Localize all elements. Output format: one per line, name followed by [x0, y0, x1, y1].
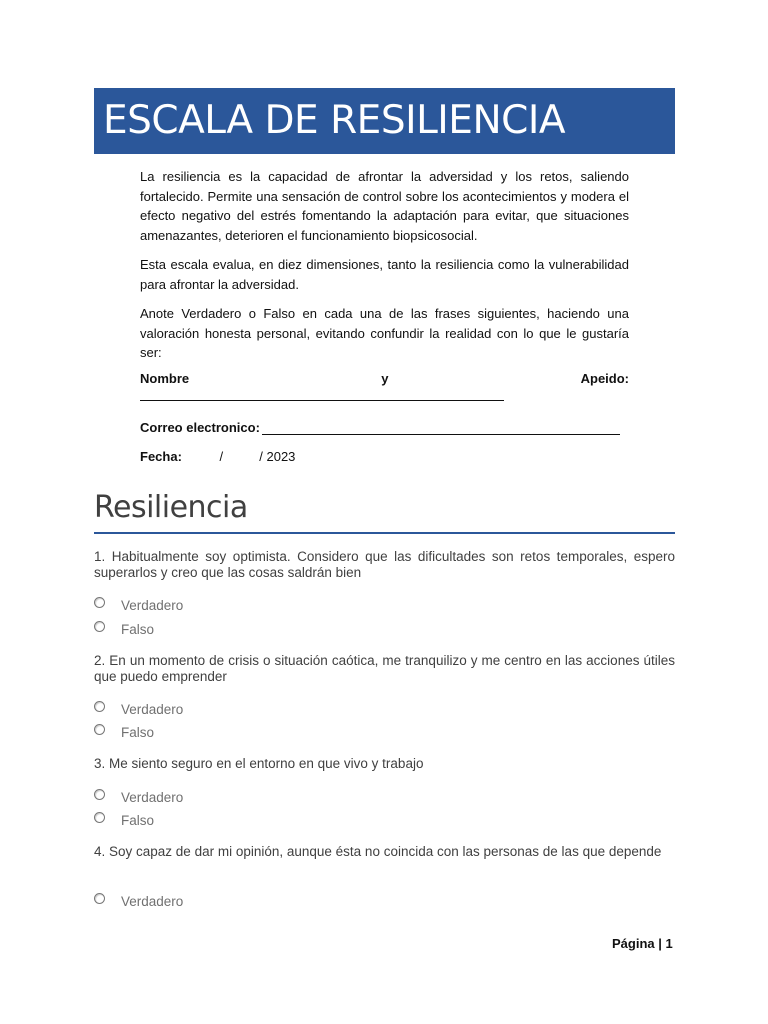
radio-icon[interactable] [94, 789, 105, 800]
question-2: 2. En un momento de crisis o situación caótica, me tranquilizo y me centro en las acciones útiles que puedo emprender [94, 653, 675, 684]
q2-option-true[interactable] [94, 702, 183, 717]
radio-icon[interactable] [94, 701, 105, 712]
surname-label: Apeido: [580, 371, 629, 386]
section-divider [94, 532, 675, 534]
title-banner [94, 88, 675, 154]
option-label: Falso [121, 813, 155, 828]
option-label: Falso [121, 622, 155, 637]
option-label: Verdadero [121, 598, 184, 613]
section-title: Resiliencia [94, 490, 248, 525]
question-3: 3. Me siento seguro en el entorno en que vivo y trabajo [94, 756, 424, 771]
q3-option-false[interactable] [94, 813, 154, 828]
name-blank-line[interactable] [140, 386, 504, 401]
option-label: Falso [121, 725, 155, 740]
q4-option-true[interactable] [94, 894, 183, 909]
intro-text [140, 167, 629, 373]
radio-icon[interactable] [94, 621, 105, 632]
date-field [140, 449, 629, 464]
radio-icon[interactable] [94, 812, 105, 823]
date-label: Fecha: [140, 449, 182, 464]
question-1: 1. Habitualmente soy optimista. Considero que las dificultades son retos temporales, espero superarlos y creo que las cosas saldrán bien [94, 549, 675, 580]
option-label: Verdadero [121, 790, 184, 805]
intro-paragraph-2: Esta escala evalua, en diez dimensiones, tanto la resiliencia como la vulnerabilidad para afrontar la adversidad. [140, 257, 629, 292]
email-field [140, 420, 629, 435]
name-field [140, 371, 629, 401]
q3-option-true[interactable] [94, 790, 183, 805]
q2-option-false[interactable] [94, 725, 154, 740]
radio-icon[interactable] [94, 893, 105, 904]
option-label: Verdadero [121, 702, 184, 717]
document-title: ESCALA DE RESILIENCIA [103, 98, 566, 143]
date-value: / / 2023 [219, 449, 296, 464]
name-label: Nombre [140, 371, 190, 386]
intro-paragraph-1: La resiliencia es la capacidad de afrontar la adversidad y los retos, saliendo fortalecido. Permite una sensación de control sobre los acontecimientos y modera el efecto negativo del estrés fomentando la adaptación para evitar, que situaciones amenazantes, deterioren el funcionamiento biopsicosocial. [140, 169, 629, 243]
radio-icon[interactable] [94, 597, 105, 608]
option-label: Verdadero [121, 894, 184, 909]
radio-icon[interactable] [94, 724, 105, 735]
email-blank-line[interactable] [262, 420, 620, 435]
name-label-and: y [381, 371, 389, 386]
q1-option-true[interactable] [94, 598, 183, 613]
page-number: Página | 1 [612, 936, 673, 951]
email-label: Correo electronico: [140, 420, 260, 435]
intro-paragraph-3: Anote Verdadero o Falso en cada una de las frases siguientes, haciendo una valoración honesta personal, evitando confundir la realidad con lo que le gustaría ser: [140, 306, 629, 360]
q1-option-false[interactable] [94, 622, 154, 637]
question-4: 4. Soy capaz de dar mi opinión, aunque ésta no coincida con las personas de las que depende [94, 844, 662, 859]
